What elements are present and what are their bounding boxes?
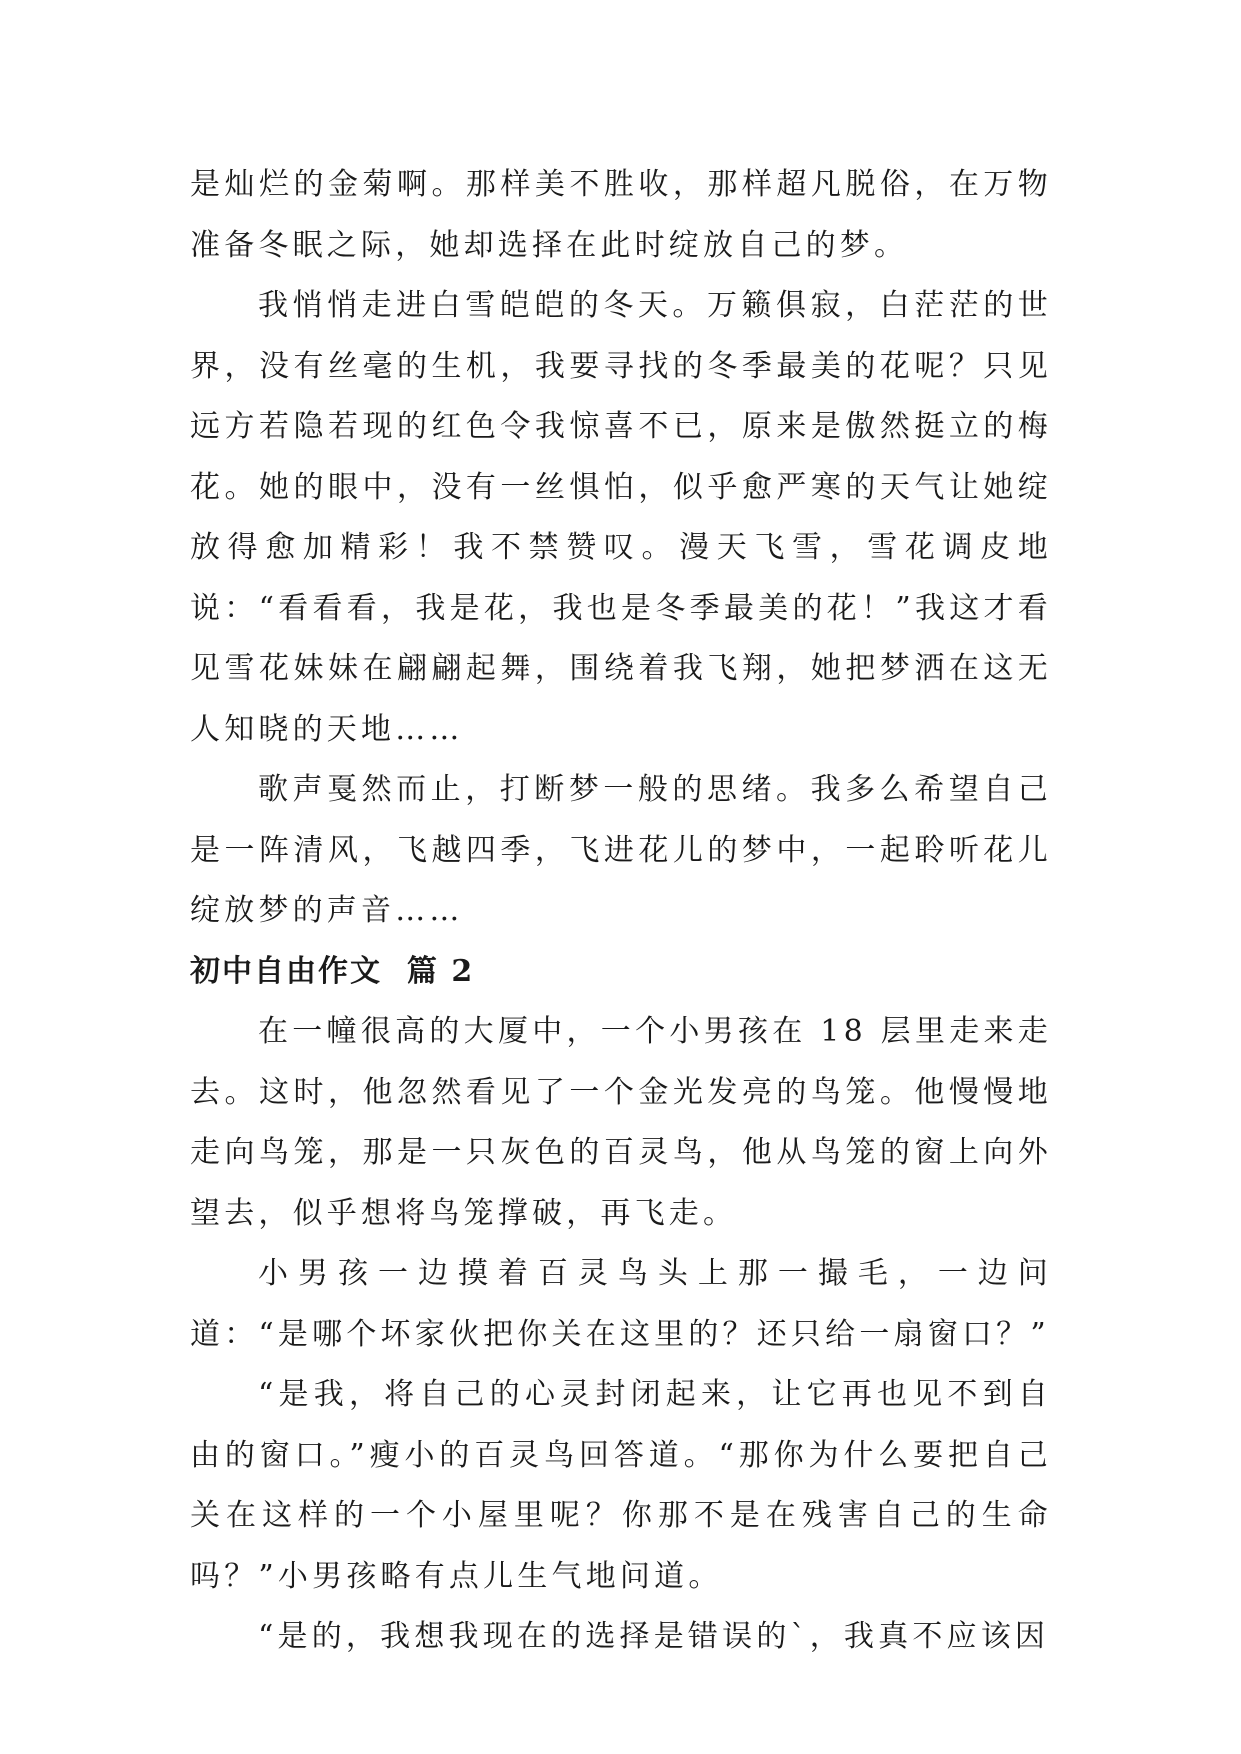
paragraph: “是的，我想我现在的选择是错误的`，我真不应该因 [258,1619,1050,1654]
paragraph: 是灿烂的金菊啊。那样美不胜收，那样超凡脱俗，在万物准备冬眠之际，她却选择在此时绽放自己的梦。 [190,167,1052,263]
document-body [190,155,1052,1668]
paragraph: 歌声戛然而止，打断梦一般的思绪。我多么希望自己是一阵清风，飞越四季，飞进花儿的梦中，一起聆听花儿绽放梦的声音…… [190,772,1052,928]
paragraph: 小男孩一边摸着百灵鸟头上那一撮毛，一边问道：“是哪个坏家伙把你关在这里的？还只给一扇窗口？” [190,1256,1052,1352]
paragraph: 在一幢很高的大厦中，一个小男孩在 18 层里走来走去。这时，他忽然看见了一个金光发亮的鸟笼。他慢慢地走向鸟笼，那是一只灰色的百灵鸟，他从鸟笼的窗上向外望去，似乎想将鸟笼撑破，再飞走。 [190,1014,1052,1231]
paragraph: “是我，将自己的心灵封闭起来，让它再也见不到自由的窗口。”瘦小的百灵鸟回答道。“那你为什么要把自己关在这样的一个小屋里呢？你那不是在残害自己的生命吗？”小男孩略有点儿生气地问道。 [190,1377,1052,1594]
paragraph: 我悄悄走进白雪皑皑的冬天。万籁俱寂，白茫茫的世界，没有丝毫的生机，我要寻找的冬季最美的花呢？只见远方若隐若现的红色令我惊喜不已，原来是傲然挺立的梅花。她的眼中，没有一丝惧怕，似乎愈严寒的天气让她绽放得愈加精彩！我不禁赞叹。漫天飞雪，雪花调皮地说：“看看看，我是花，我也是冬季最美的花！”我这才看见雪花妹妹在翩翩起舞，围绕着我飞翔，她把梦洒在这无人知晓的天地…… [190,288,1052,747]
section-heading: 初中自由作文 篇 2 [190,953,475,989]
